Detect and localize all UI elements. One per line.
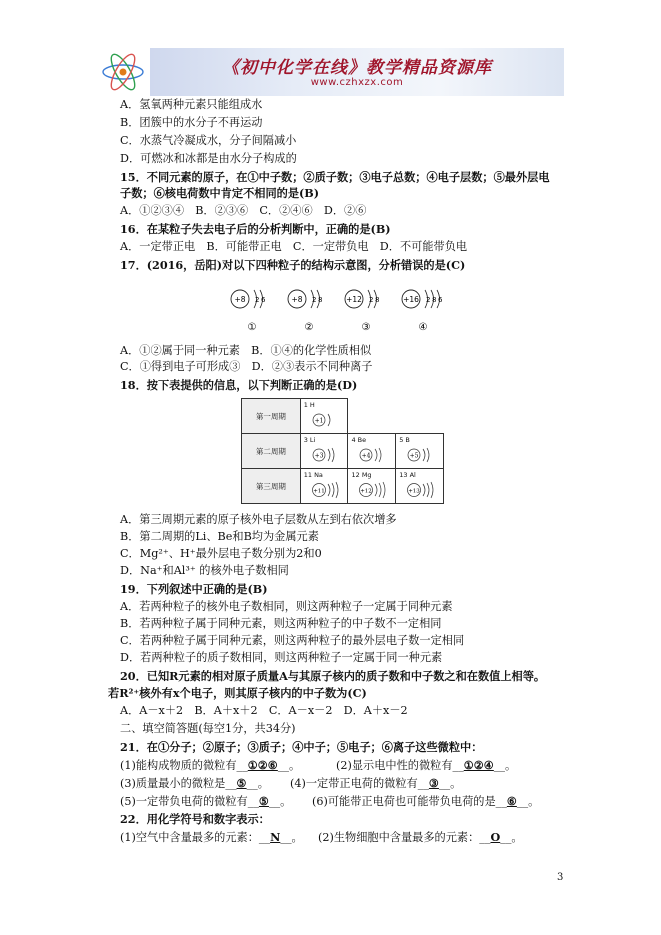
shell-electron-count: 8: [375, 296, 380, 304]
nucleus-charge: +12: [346, 295, 362, 304]
bracket-close: ): [351, 378, 358, 392]
atom-mini-icon: [358, 446, 388, 464]
atom-logo-icon: [98, 50, 148, 94]
stem-text: 19．下列叙述中正确的是(: [120, 582, 253, 596]
empty-cell: [396, 399, 444, 434]
question-18-stem: [120, 378, 357, 392]
answer-17: C: [451, 258, 460, 272]
element-cell: [300, 434, 348, 469]
option-line: B．团簇中的水分子不再运动: [120, 116, 263, 129]
part-text: (1)空气中含量最多的元素：: [120, 831, 259, 844]
period-label: 第一周期: [242, 399, 301, 434]
period-label: 第三周期: [242, 469, 301, 504]
shell-electron-count: 8: [318, 296, 323, 304]
question-17-options-2: C．①得到电子可形成③ D．②③表示不同种离子: [120, 360, 373, 373]
header-banner: [98, 48, 566, 96]
nucleus-charge: +4: [362, 452, 371, 460]
element-symbol: 13 Al: [399, 471, 416, 479]
nucleus-charge: +12: [360, 488, 373, 495]
atom-diagram: [288, 290, 322, 333]
nucleus-charge: +1: [314, 417, 324, 425]
answer-21-2: ①②④: [463, 758, 494, 772]
question-18-option-c: C．Mg²⁺、H⁺最外层电子数分别为2和0: [120, 547, 322, 560]
part-text: (2)生物细胞中含量最多的元素：: [318, 831, 480, 844]
question-21-part-3: (3)质量最小的微粒是__⑤__。: [120, 776, 269, 790]
question-22-part-1: (1)空气中含量最多的元素：__N__。: [120, 830, 303, 844]
banner-background: [150, 48, 564, 96]
question-22-part-2: (2)生物细胞中含量最多的元素：__O__。: [318, 830, 523, 844]
answer-21-5: ⑤: [258, 794, 269, 808]
bracket-close: ): [262, 582, 268, 596]
section-heading: 二、填空简答题(每空1分，共34分): [120, 722, 296, 735]
answer-20: C: [352, 686, 362, 700]
question-20-options: A．A－x＋2 B．A＋x＋2 C．A－x－2 D．A＋x－2: [120, 704, 408, 717]
table-row: [242, 434, 444, 469]
shell-electron-count: 2: [369, 296, 374, 304]
atom-mini-icon: [311, 481, 345, 499]
diagram-label: ③: [361, 322, 371, 333]
question-18-option-a: A．第三周期元素的原子核外电子层数从左到右依次增多: [120, 513, 397, 526]
atom-mini-icon: [406, 481, 440, 499]
question-21-part-5: (5)一定带负电荷的微粒有__⑤__。: [120, 794, 292, 808]
question-21-part-4: (4)一定带正电荷的微粒有__③__。: [290, 776, 462, 790]
question-21-part-1: (1)能构成物质的微粒有__①②⑥__。: [120, 758, 301, 772]
atom-diagram: [231, 290, 266, 333]
element-cell: [348, 434, 396, 469]
answer-22-2: O: [490, 830, 501, 844]
question-19-stem: [120, 582, 268, 596]
element-cell: [300, 399, 348, 434]
answer-21-4: ③: [428, 776, 439, 790]
element-symbol: 12 Mg: [351, 471, 372, 479]
atom-diagram: [402, 290, 443, 333]
question-18-option-d: D．Na⁺和Al³⁺ 的核外电子数相同: [120, 564, 289, 577]
answer-16: B: [375, 222, 386, 236]
answer-21-6: ⑥: [506, 794, 517, 808]
question-15-stem: 15．不同元素的原子，在①中子数；②质子数；③电子总数；④电子层数；⑤最外层电: [120, 170, 550, 184]
stem-text: 若R²⁺核外有x个电子，则其原子核内的中子数为(: [108, 686, 353, 700]
question-16-options: A．一定带正电 B．可能带正电 C．一定带负电 D．不可能带负电: [120, 240, 468, 253]
answer-22-1: N: [270, 830, 281, 844]
atom-diagram: [345, 290, 379, 333]
period-label: 第二周期: [242, 434, 301, 469]
answer-15: B: [304, 186, 314, 200]
shell-electron-count: 2: [312, 296, 317, 304]
answer-21-1: ①②⑥: [247, 758, 278, 772]
part-text: (6)可能带正电荷也可能带负电荷的是: [312, 795, 496, 808]
question-19-option-b: B．若两种粒子属于同种元素，则这两种粒子的中子数不一定相同: [120, 617, 442, 630]
question-19-option-d: D．若两种粒子的质子数相同，则这两种粒子一定属于同一种元素: [120, 651, 443, 664]
question-21-part-6: (6)可能带正电荷也可能带负电荷的是__⑥__。: [312, 794, 540, 808]
element-cell: [396, 434, 444, 469]
nucleus-charge: +16: [403, 295, 419, 304]
question-21-part-2: (2)显示电中性的微粒有__①②④__。: [336, 758, 517, 772]
question-21-stem: 21．在①分子；②原子；③质子；④中子；⑤电子；⑥离子这些微粒中：: [120, 740, 483, 754]
bracket-close: ): [361, 686, 367, 700]
atom-mini-icon: [406, 446, 436, 464]
bracket-close: ): [313, 186, 320, 200]
shell-electron-count: 2: [426, 296, 431, 304]
stem-text: 17．(2016，岳阳)对以下四种粒子的结构示意图，分析错误的是(: [120, 258, 452, 272]
nucleus-charge: +3: [314, 452, 324, 460]
question-15-options: A．①②③④ B．②③⑥ C．②④⑥ D．②⑥: [120, 204, 367, 217]
atom-mini-icon: [311, 411, 341, 429]
question-15-stem-cont: [120, 186, 319, 200]
periodic-table-excerpt: [241, 398, 444, 504]
atom-mini-icon: [311, 446, 341, 464]
shell-electron-count: 8: [432, 296, 437, 304]
shell-electron-count: 6: [438, 296, 443, 304]
stem-text: 子数；⑥核电荷数中肯定不相同的是(: [120, 186, 305, 200]
element-symbol: 4 Be: [351, 436, 367, 444]
option-line: D．可燃冰和冰都是由水分子构成的: [120, 152, 297, 165]
question-18-option-b: B．第二周期的Li、Be和B均为金属元素: [120, 530, 319, 543]
shell-electron-count: 2: [255, 296, 260, 304]
part-text: (3)质量最小的微粒是: [120, 777, 226, 790]
element-symbol: 3 Li: [303, 436, 316, 444]
table-row: [242, 399, 444, 434]
element-cell: [300, 469, 348, 504]
question-22-stem: 22．用化学符号和数字表示：: [120, 812, 270, 826]
question-16-stem: [120, 222, 391, 236]
nucleus-charge: +11: [312, 488, 325, 495]
part-text: (2)显示电中性的微粒有: [336, 759, 453, 772]
question-19-option-c: C．若两种粒子属于同种元素，则这两种粒子的最外层电子数一定相同: [120, 634, 465, 647]
part-text: (5)一定带负电荷的微粒有: [120, 795, 248, 808]
element-cell: [348, 469, 396, 504]
question-17-options-1: A．①②属于同一种元素 B．①④的化学性质相似: [120, 344, 372, 357]
shell-electron-count: 6: [261, 296, 266, 304]
banner-url: www.czhxzx.com: [310, 77, 404, 88]
part-text: (1)能构成物质的微粒有: [120, 759, 237, 772]
question-20-stem: 20．已知R元素的相对原子质量A与其原子核内的质子数和中子数之和在数值上相等。: [120, 669, 546, 683]
diagram-label: ①: [247, 322, 257, 333]
table-row: [242, 469, 444, 504]
part-text: (4)一定带正电荷的微粒有: [290, 777, 418, 790]
element-cell: [396, 469, 444, 504]
answer-21-3: ⑤: [236, 776, 247, 790]
diagram-label: ②: [304, 322, 314, 333]
empty-cell: [348, 399, 396, 434]
bracket-close: ): [385, 222, 391, 236]
element-symbol: 5 B: [399, 436, 410, 444]
question-20-stem-cont: [108, 686, 367, 700]
diagram-label: ④: [418, 322, 428, 333]
question-17-stem: [120, 258, 465, 272]
stem-text: 18．按下表提供的信息，以下判断正确的是(: [120, 378, 343, 392]
element-symbol: 1 H: [303, 401, 315, 409]
nucleus-charge: +8: [234, 295, 246, 304]
answer-18: D: [342, 378, 352, 392]
nucleus-charge: +5: [409, 452, 419, 460]
atom-structure-diagrams: [228, 283, 458, 335]
atom-mini-icon: [358, 481, 392, 499]
banner-title: 《初中化学在线》教学精品资源库: [222, 58, 492, 78]
option-line: C．水蒸气冷凝成水，分子间隔减小: [120, 134, 297, 147]
answer-19: B: [252, 582, 263, 596]
option-line: A．氢氧两种元素只能组成水: [120, 98, 263, 111]
bracket-close: ): [460, 258, 466, 272]
element-symbol: 11 Na: [303, 471, 323, 479]
nucleus-charge: +8: [291, 295, 303, 304]
nucleus-charge: +13: [408, 488, 421, 495]
question-19-option-a: A．若两种粒子的核外电子数相同，则这两种粒子一定属于同种元素: [120, 600, 453, 613]
page-number: 3: [557, 872, 564, 883]
stem-text: 16．在某粒子失去电子后的分析判断中，正确的是(: [120, 222, 376, 236]
